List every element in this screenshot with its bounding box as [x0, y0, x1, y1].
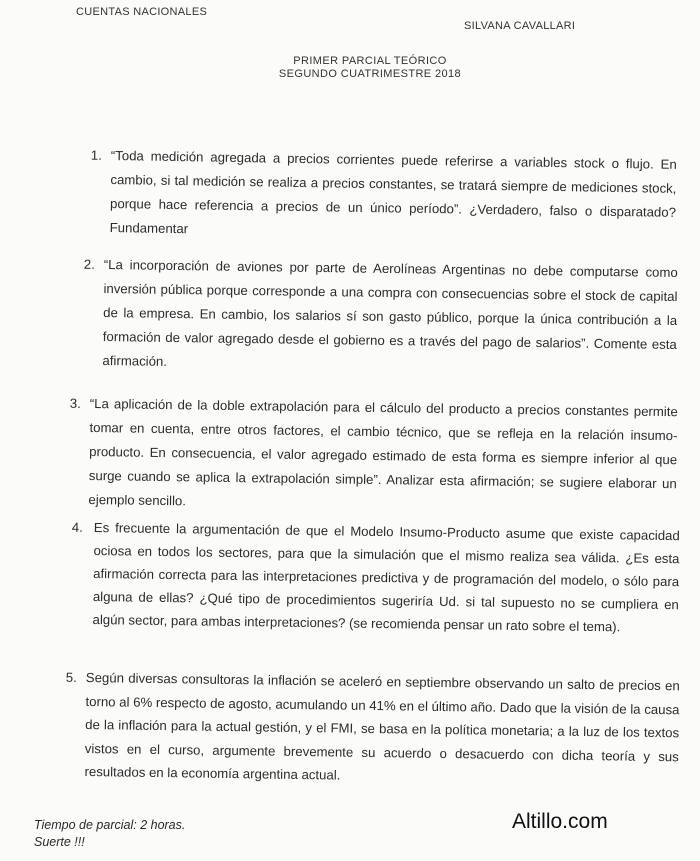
exam-subtitle: SEGUNDO CUATRIMESTRE 2018 — [278, 68, 462, 80]
question-number: 5. — [65, 669, 77, 685]
question-4 — [71, 516, 680, 639]
altillo-watermark: Altillo.com — [512, 810, 608, 833]
question-5 — [65, 666, 680, 792]
question-text: “La incorporación de aviones por parte de Aerolíneas Argentinas no debe computarse como inversión pública porque corresponde a una compra con consecuencias sobre el stock de capital de la empresa. En cambio, los salarios sí son gasto público, porque la única contribución a la formación de valor agregado desde el gobierno es a través del pago de salarios”. Comente esta afirmación. — [102, 256, 678, 369]
good-luck-note: Suerte !!! — [34, 835, 85, 849]
question-number: 1. — [90, 147, 102, 163]
exam-title: PRIMER PARCIAL TEÓRICO — [293, 55, 447, 67]
subject-header: CUENTAS NACIONALES — [76, 6, 208, 18]
question-1 — [90, 144, 677, 249]
question-text: “La aplicación de la doble extrapolación para el cálculo del producto a precios constantes permite tomar en cuenta, entre otros factores, el cambio técnico, que se refleja en la relación insumo-producto. En consecuencia, el valor agregado estimado de esta forma es siempre inferior al que surge cuando se aplica la extrapolación simple”. Analizar esta afirmación; se sugiere elaborar un ejemplo sencillo. — [88, 395, 678, 509]
question-text: Es frecuente la argumentación de que el Modelo Insumo-Producto asume que existe capacidad ociosa en todos los sectores, para que la simulación que el mismo realiza sea válida. ¿Es esta afirmación correcta para las interpretaciones predictiva y de programación del modelo, o sólo para alguna de ellas? ¿Qué tipo de procedimientos sugeriría Ud. si tal supuesto no se cumpliera en algún sector, para ambas interpretaciones? (se recomienda pensar un rato sobre el tema). — [92, 519, 680, 635]
question-text: Según diversas consultoras la inflación se aceleró en septiembre observando un salto de precios en torno al 6% respecto de agosto, acumulando un 41% en el último año. Dado que la visión de la causa de la inflación para la actual gestión, y el FMI, se basa en la política monetaria; a la luz de los textos vistos en el curso, argumente brevemente su acuerdo o desacuerdo con dicha teoría y sus resultados en la economía argentina actual. — [84, 669, 680, 783]
question-3 — [69, 392, 678, 520]
question-number: 2. — [83, 256, 95, 272]
question-2 — [83, 253, 678, 381]
question-number: 4. — [71, 519, 83, 535]
professor-header: SILVANA CAVALLARI — [464, 20, 576, 32]
question-text: “Toda medición agregada a precios corrientes puede referirse a variables stock o flujo. En cambio, si tal medición se realiza a precios constantes, se tratará siempre de mediciones stock, porque hace referencia a precios de un único período”. ¿Verdadero, falso o disparatado? Fundamentar — [109, 147, 677, 237]
question-number: 3. — [69, 395, 81, 411]
exam-duration: Tiempo de parcial: 2 horas. — [34, 818, 186, 832]
